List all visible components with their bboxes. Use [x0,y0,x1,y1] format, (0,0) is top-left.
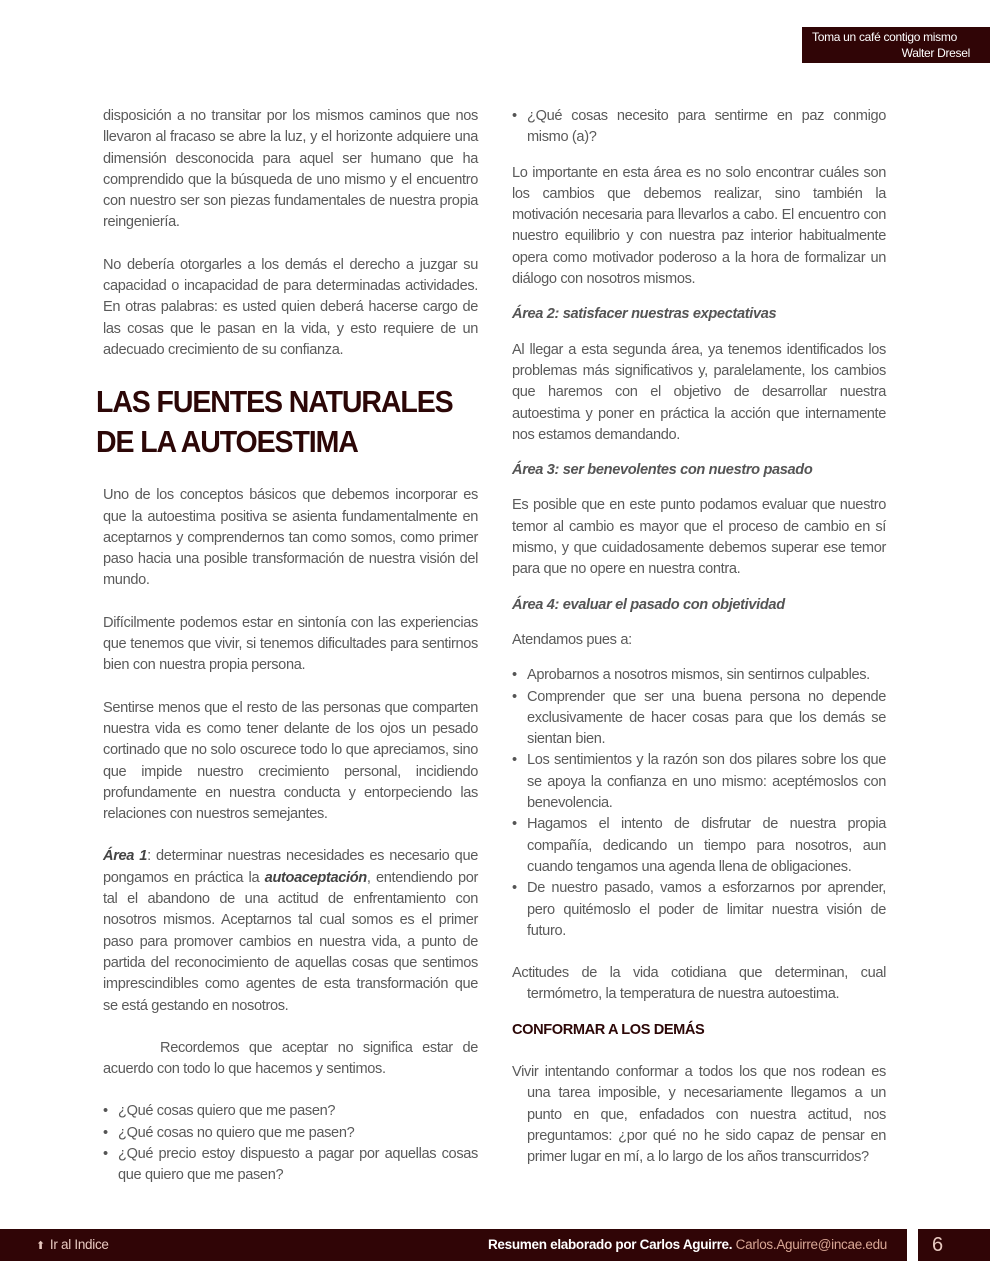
list-item: • ¿Qué cosas no quiero que me pasen? [103,1123,478,1144]
list-item: • ¿Qué cosas quiero que me pasen? [103,1101,478,1122]
book-title: Toma un café contigo mismo [812,30,957,44]
double-chevron-up-icon: ⬆ [36,1240,45,1252]
credit-text: Resumen elaborado por Carlos Aguirre. [487,1237,733,1252]
attitude-list [512,665,886,942]
area1-text: , entendiendo por tal el abandono de una actitud de enfrentamiento con nosotros mismos. Aceptarnos tal cual somos es el primer paso para promover cambios en nuestra vida, a punto de partida del reconocimiento de aquellas cosas que sentimos imprescindibles como agentes de esta transformación que se está gestando en nosotros. [103,869,478,1014]
section-title [96,382,453,462]
list-item: • Hagamos el intento de disfrutar de nuestra propia compañía, dedicando un tiempo para nosotros, aun cuando tengamos una agenda llena de obligaciones. [512,814,886,878]
footer-credit [488,1229,887,1261]
paragraph: disposición a no transitar por los mismos caminos que nos llevaron al fracaso se abre la luz, y el horizonte adquiere una dimensión desconocida para aquel ser humano que ha comprendido que la búsqueda de uno mismo y el encuentro con nuestro ser son piezas fundamentales de nuestra propia reingeniería. [103,108,478,231]
section-title-line: DE LA AUTOESTIMA [96,424,358,460]
area1-text: : determinar nuestras necesidades es necesario que pongamos en práctica la [103,848,478,886]
area-heading: Área 3: ser benevolentes con nuestro pasado [512,462,813,479]
right-column [512,106,886,1168]
go-to-index-link[interactable] [36,1229,109,1262]
sub-heading: CONFORMAR A LOS DEMÁS [512,1021,705,1038]
left-column [96,106,478,1187]
paragraph: No debería otorgarles a los demás el derecho a juzgar su capacidad o incapacidad de para determinadas actividades. En otras palabras: es usted quien deberá hacerse cargo de las cosas que le pasan en la vida, y esto requiere de un adecuado crecimiento de su confianza. [103,256,478,358]
paragraph: Es posible que en este punto podamos evaluar que nuestro temor al cambio es mayor que el proceso de cambio en sí mismo, y que cuidadosamente debemos superar ese temor para que no opere en nuestra contra. [512,497,886,578]
emphasis-text: autoaceptación [264,869,367,886]
book-header [802,27,990,63]
area-heading: Área 4: evaluar el pasado con objetividad [512,596,785,613]
book-author: Walter Dresel [901,46,970,60]
paragraph: Al llegar a esta segunda área, ya tenemos identificados los problemas más significativos y, paralelamente, los cambios que haremos con el objetivo de desarrollar nuestra autoestima y poner en práctica la acción que internamente nos estamos demandando. [512,341,886,443]
page-number: 6 [918,1229,990,1261]
paragraph: Sentirse menos que el resto de las personas que comparten nuestra vida es como tener delante de los ojos un pesado cortinado que no solo oscurece todo lo que apreciamos, sino que impide nuestro crecimiento personal, incidiendo profundamente en nuestra conducta y entorpeciendo las relaciones con nuestros semejantes. [103,699,478,823]
paragraph: Atendamos pues a: [512,631,632,648]
area1-paragraph [103,846,478,1016]
list-item: • ¿Qué cosas necesito para sentirme en paz conmigo mismo (a)? [512,106,886,149]
list-item: • De nuestro pasado, vamos a esforzarnos por aprender, pero quitémoslo el poder de limitar nuestra visión de futuro. [512,878,886,942]
list-item: • Comprender que ser una buena persona no depende exclusivamente de hacer cosas para que los demás se sientan bien. [512,687,886,751]
paragraph: Difícilmente podemos estar en sintonía con las experiencias que tenemos que vivir, si tenemos dificultades para sentirnos bien con nuestra propia persona. [103,614,478,674]
question-list-continued [512,106,886,149]
list-item: • ¿Qué precio estoy dispuesto a pagar por aquellas cosas que quiero que me pasen? [103,1144,478,1187]
area-heading: Área 2: satisfacer nuestras expectativas [512,306,777,323]
go-to-index-label: Ir al Indice [49,1237,109,1252]
footer-bar [0,1229,907,1261]
email-link[interactable]: Carlos.Aguirre@incae.edu [735,1237,887,1252]
paragraph: Actitudes de la vida cotidiana que determinan, cual termómetro, la temperatura de nuestra autoestima. [512,965,886,1003]
paragraph: Vivir intentando conformar a todos los que nos rodean es una tarea imposible, y necesariamente llegamos a un punto en que, enfadados con nuestra actitud, nos preguntamos: ¿por qué no he sido capaz de pensar en primer lugar en mí, a lo largo de los años transcurridos? [512,1063,886,1166]
section-title-line: LAS FUENTES NATURALES [96,384,453,420]
paragraph: Lo importante en esta área es no solo encontrar cuáles son los cambios que debemos realizar, sino también la motivación necesaria para llevarlos a cabo. El encuentro con nuestro equilibrio y con nuestra paz interior habitualmente opera como motivador poderoso a la hora de formalizar un diálogo con nosotros mismos. [512,164,886,288]
paragraph: Uno de los conceptos básicos que debemos incorporar es que la autoestima positiva se asienta fundamentalmente en aceptarnos y comprendernos tan como somos, como primer paso hacia una posible transformación de nuestra visión del mundo. [103,487,478,589]
question-list [103,1101,478,1186]
area1-label: Área 1 [103,848,148,865]
list-item: • Aprobarnos a nosotros mismos, sin sentirnos culpables. [512,665,886,686]
list-item: • Los sentimientos y la razón son dos pilares sobre los que se apoya la confianza en uno mismo: aceptémoslos con benevolencia. [512,750,886,814]
paragraph: Recordemos que aceptar no significa estar de acuerdo con todo lo que hacemos y sentimos. [103,1039,478,1078]
